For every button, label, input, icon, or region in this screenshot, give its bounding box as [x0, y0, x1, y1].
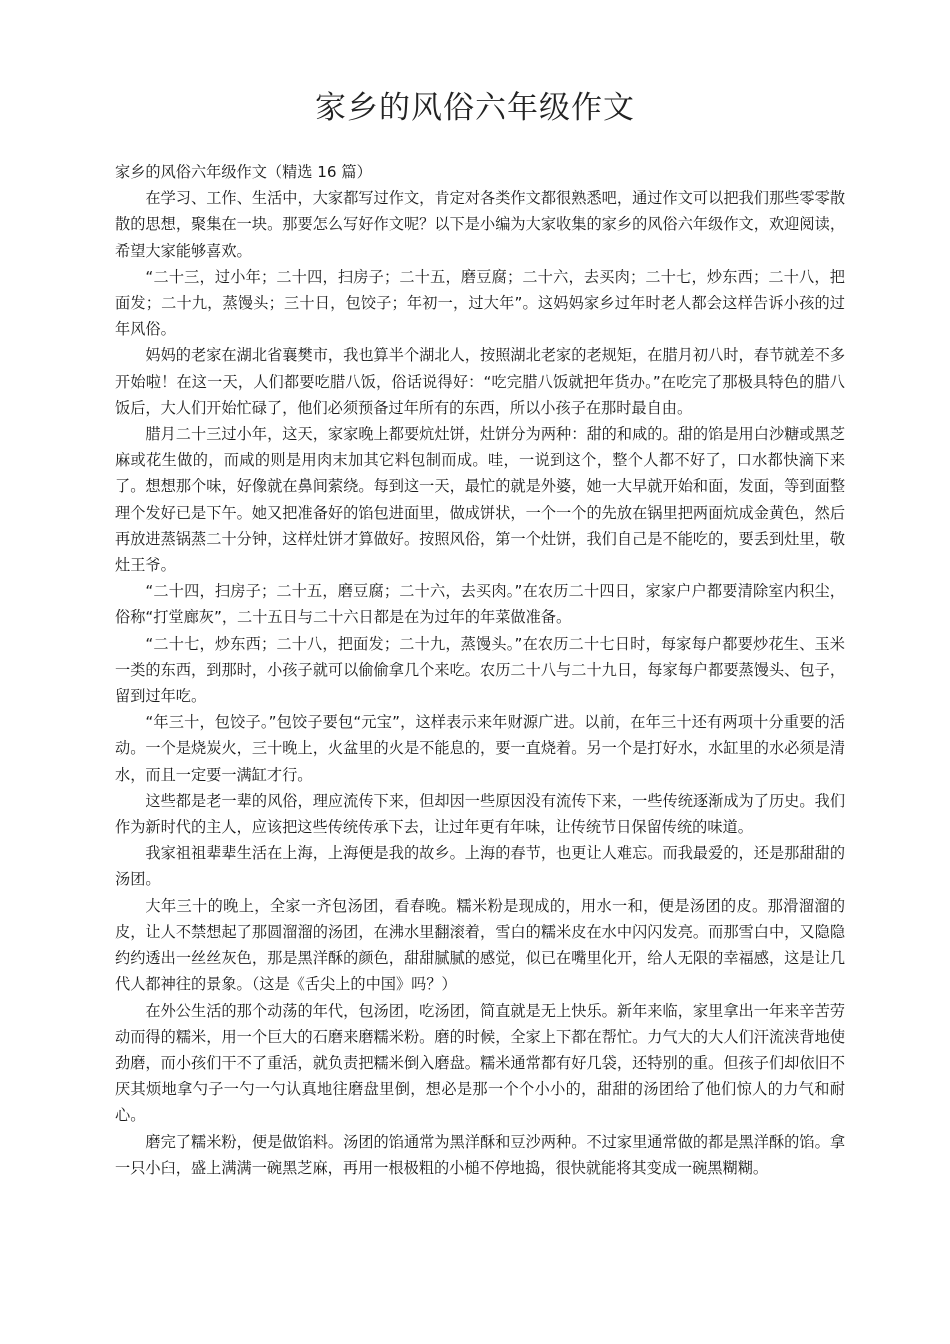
- paragraph: 在外公生活的那个动荡的年代，包汤团，吃汤团，简直就是无上快乐。新年来临，家里拿出一年来辛苦劳动而得的糯米，用一个巨大的石磨来磨糯米粉。磨的时候，全家上下都在帮忙。力气大的大人们汗流浃背地使劲磨，而小孩们干不了重活，就负责把糯米倒入磨盘。糯米通常都有好几袋，还特别的重。但孩子们却依旧不厌其烦地拿勺子一勺一勺认真地往磨盘里倒，想必是那一个个小小的，甜甜的汤团给了他们惊人的力气和耐心。: [115, 1001, 845, 1125]
- paragraph: 这些都是老一辈的风俗，理应流传下来，但却因一些原因没有流传下来，一些传统逐渐成为了历史。我们作为新时代的主人，应该把这些传统传承下去，让过年更有年味，让传统节日保留传统的味道。: [115, 791, 845, 837]
- paragraph: 大年三十的晚上，全家一齐包汤团，看春晚。糯米粉是现成的，用水一和，便是汤团的皮。那滑溜溜的皮，让人不禁想起了那圆溜溜的汤团，在沸水里翻滚着，雪白的糯米皮在水中闪闪发亮。而那雪白中，又隐隐约约透出一丝丝灰色，那是黑洋酥的颜色，甜甜腻腻的感觉，似已在嘴里化开，给人无限的幸福感，这是让几代人都神往的景象。（这是《舌尖上的中国》吗？）: [115, 896, 845, 994]
- paragraph: 我家祖祖辈辈生活在上海，上海便是我的故乡。上海的春节，也更让人难忘。而我最爱的，还是那甜甜的汤团。: [115, 844, 845, 889]
- paragraph: “二十三，过小年；二十四，扫房子；二十五，磨豆腐；二十六，去买肉；二十七，炒东西；二十八，把面发；二十九，蒸馒头；三十日，包饺子；年初一，过大年”。这妈妈家乡过年时老人都会这样告诉小孩的过年风俗。: [115, 267, 845, 339]
- essay-subtitle: 家乡的风俗六年级作文（精选 16 篇）: [115, 163, 372, 181]
- paragraph: 磨完了糯米粉，便是做馅料。汤团的馅通常为黑洋酥和豆沙两种。不过家里通常做的都是黑洋酥的馅。拿一只小臼，盛上满满一碗黑芝麻，再用一根极粗的小槌不停地捣，很快就能将其变成一碗黑糊糊。: [115, 1132, 845, 1177]
- paragraph: 腊月二十三过小年，这天，家家晚上都要炕灶饼，灶饼分为两种：甜的和咸的。甜的馅是用白沙糖或黑芝麻或花生做的，而咸的则是用肉末加其它料包制而成。哇，一说到这个，整个人都不好了，口水都快滴下来了。想想那个味，好像就在鼻间萦绕。每到这一天，最忙的就是外婆，她一大早就开始和面，发面，等到面整理个发好已是下午。她又把准备好的馅包进面里，做成饼状，一个一个的先放在锅里把两面炕成金黄色，然后再放进蒸锅蒸二十分钟，这样灶饼才算做好。按照风俗，第一个灶饼，我们自己是不能吃的，要丢到灶里，敬灶王爷。: [115, 425, 845, 575]
- paragraph: “二十四，扫房子；二十五，磨豆腐；二十六，去买肉。”在农历二十四日，家家户户都要清除室内积尘，俗称“打堂廊灰”，二十五日与二十六日都是在为过年的年菜做准备。: [115, 582, 845, 627]
- essay-body: [115, 159, 845, 1181]
- paragraph: “年三十，包饺子。”包饺子要包“元宝”，这样表示来年财源广进。以前，在年三十还有两项十分重要的活动。一个是烧炭火，三十晚上，火盆里的火是不能息的，要一直烧着。另一个是打好水，水缸里的水必须是清水，而且一定要一满缸才行。: [115, 713, 845, 784]
- paragraph: “二十七，炒东西；二十八，把面发；二十九，蒸馒头。”在农历二十七日时，每家每户都要炒花生、玉米一类的东西，到那时，小孩子就可以偷偷拿几个来吃。农历二十八与二十九日，每家每户都要蒸馒头、包子，留到过年吃。: [115, 634, 845, 706]
- paragraph: 妈妈的老家在湖北省襄樊市，我也算半个湖北人，按照湖北老家的老规矩，在腊月初八时，春节就差不多开始啦！在这一天，人们都要吃腊八饭，俗话说得好：“吃完腊八饭就把年货办。”在吃完了那极具特色的腊八饭后，大人们开始忙碌了，他们必须预备过年所有的东西，所以小孩子在那时最自由。: [115, 346, 845, 417]
- page-title: 家乡的风俗六年级作文: [315, 90, 635, 126]
- paragraph: 在学习、工作、生活中，大家都写过作文，肯定对各类作文都很熟悉吧，通过作文可以把我们那些零零散散的思想，聚集在一块。那要怎么写好作文呢？以下是小编为大家收集的家乡的风俗六年级作文，欢迎阅读，希望大家能够喜欢。: [115, 189, 845, 260]
